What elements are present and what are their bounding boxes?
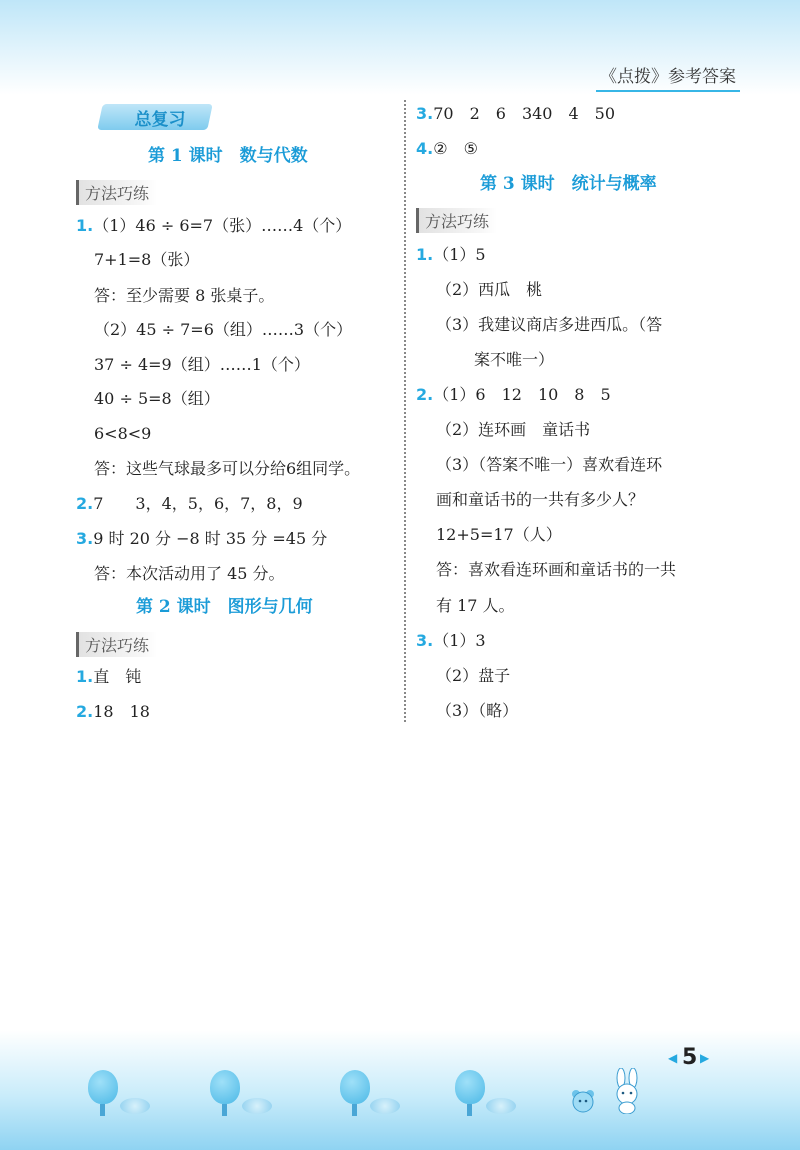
answer-text: （1）6 12 10 8 5 xyxy=(433,385,611,404)
answer-line: 案不唯一） xyxy=(474,350,555,369)
question-number: 3. xyxy=(416,631,434,650)
rabbit-icon xyxy=(610,1068,644,1114)
question-number: 3. xyxy=(416,104,434,123)
answer-line: （3）（答案不唯一）喜欢看连环 xyxy=(436,455,663,474)
question-number: 2. xyxy=(76,494,94,513)
bush-icon xyxy=(242,1098,272,1114)
answer-line xyxy=(416,245,486,265)
answer-line xyxy=(416,631,486,651)
bush-icon xyxy=(120,1098,150,1114)
answer-text: （1）3 xyxy=(433,631,486,650)
answer-line: （2）西瓜 桃 xyxy=(436,280,543,299)
question-number: 1. xyxy=(76,216,94,235)
answer-line xyxy=(76,494,303,514)
answer-text: （1）5 xyxy=(433,245,486,264)
answer-text: 7 3，4，5，6，7，8，9 xyxy=(93,494,303,513)
answer-line: 有 17 人。 xyxy=(436,596,515,615)
question-number: 1. xyxy=(416,245,434,264)
answer-line xyxy=(416,139,478,159)
answer-line: 37 ÷ 4=9（组）……1（个） xyxy=(94,355,310,374)
answer-line xyxy=(416,104,615,124)
question-number: 1. xyxy=(76,667,94,686)
prev-arrow-icon: ◀ xyxy=(668,1051,678,1065)
answer-line xyxy=(76,529,327,549)
question-number: 3. xyxy=(76,529,94,548)
bush-icon xyxy=(370,1098,400,1114)
column-divider xyxy=(404,100,406,722)
question-number: 2. xyxy=(416,385,434,404)
answer-text: 9 时 20 分 −8 时 35 分 =45 分 xyxy=(93,529,328,548)
bear-icon xyxy=(570,1088,596,1114)
answer-line: （2）连环画 童话书 xyxy=(436,420,591,439)
answer-line: 答：至少需要 8 张桌子。 xyxy=(94,286,275,305)
answer-text: 70 2 6 340 4 50 xyxy=(433,104,616,123)
answer-line: 40 ÷ 5=8（组） xyxy=(94,389,220,408)
answer-line: 12+5=17（人） xyxy=(436,525,562,544)
tree-icon xyxy=(340,1070,370,1116)
answer-text: （1）46 ÷ 6=7（张）……4（个） xyxy=(93,216,352,235)
next-arrow-icon: ▶ xyxy=(700,1051,710,1065)
tree-icon xyxy=(210,1070,240,1116)
answer-line: 6<8<9 xyxy=(94,424,152,443)
answer-line: 7+1=8（张） xyxy=(94,250,200,269)
answer-line: （2）盘子 xyxy=(436,666,511,685)
lesson-title-2: 第 2 课时 图形与几何 xyxy=(136,597,313,617)
tree-icon xyxy=(455,1070,485,1116)
lesson-title-1: 第 1 课时 数与代数 xyxy=(148,146,308,166)
answer-line: （3）（略） xyxy=(436,701,519,720)
page-number: 5 xyxy=(682,1045,698,1070)
tree-icon xyxy=(88,1070,118,1116)
answer-line: （2）45 ÷ 7=6（组）……3（个） xyxy=(94,320,353,339)
question-number: 4. xyxy=(416,139,434,158)
method-tag-2: 方法巧练 xyxy=(76,632,157,657)
method-tag-1: 方法巧练 xyxy=(76,180,157,205)
question-number: 2. xyxy=(76,702,94,721)
section-title: 总复习 xyxy=(134,110,186,130)
answer-text: 18 18 xyxy=(93,702,150,721)
answer-line: 画和童话书的一共有多少人？ xyxy=(436,490,645,509)
answer-text: ② ⑤ xyxy=(433,139,478,158)
answer-line xyxy=(416,385,611,405)
header-title: 《点拨》参考答案 xyxy=(596,62,740,92)
answer-line xyxy=(76,667,141,687)
answer-line: 答：这些气球最多可以分给6组同学。 xyxy=(94,459,361,478)
method-tag-3: 方法巧练 xyxy=(416,208,497,233)
lesson-title-3: 第 3 课时 统计与概率 xyxy=(480,174,657,194)
answer-line: 答：喜欢看连环画和童话书的一共 xyxy=(436,560,677,579)
answer-line xyxy=(76,702,150,722)
answer-line: （3）我建议商店多进西瓜。（答 xyxy=(436,315,663,334)
answer-line xyxy=(76,216,351,236)
bottom-decoration-band xyxy=(0,1030,800,1150)
bush-icon xyxy=(486,1098,516,1114)
answer-line: 答：本次活动用了 45 分。 xyxy=(94,564,285,583)
answer-text: 直 钝 xyxy=(93,667,142,686)
